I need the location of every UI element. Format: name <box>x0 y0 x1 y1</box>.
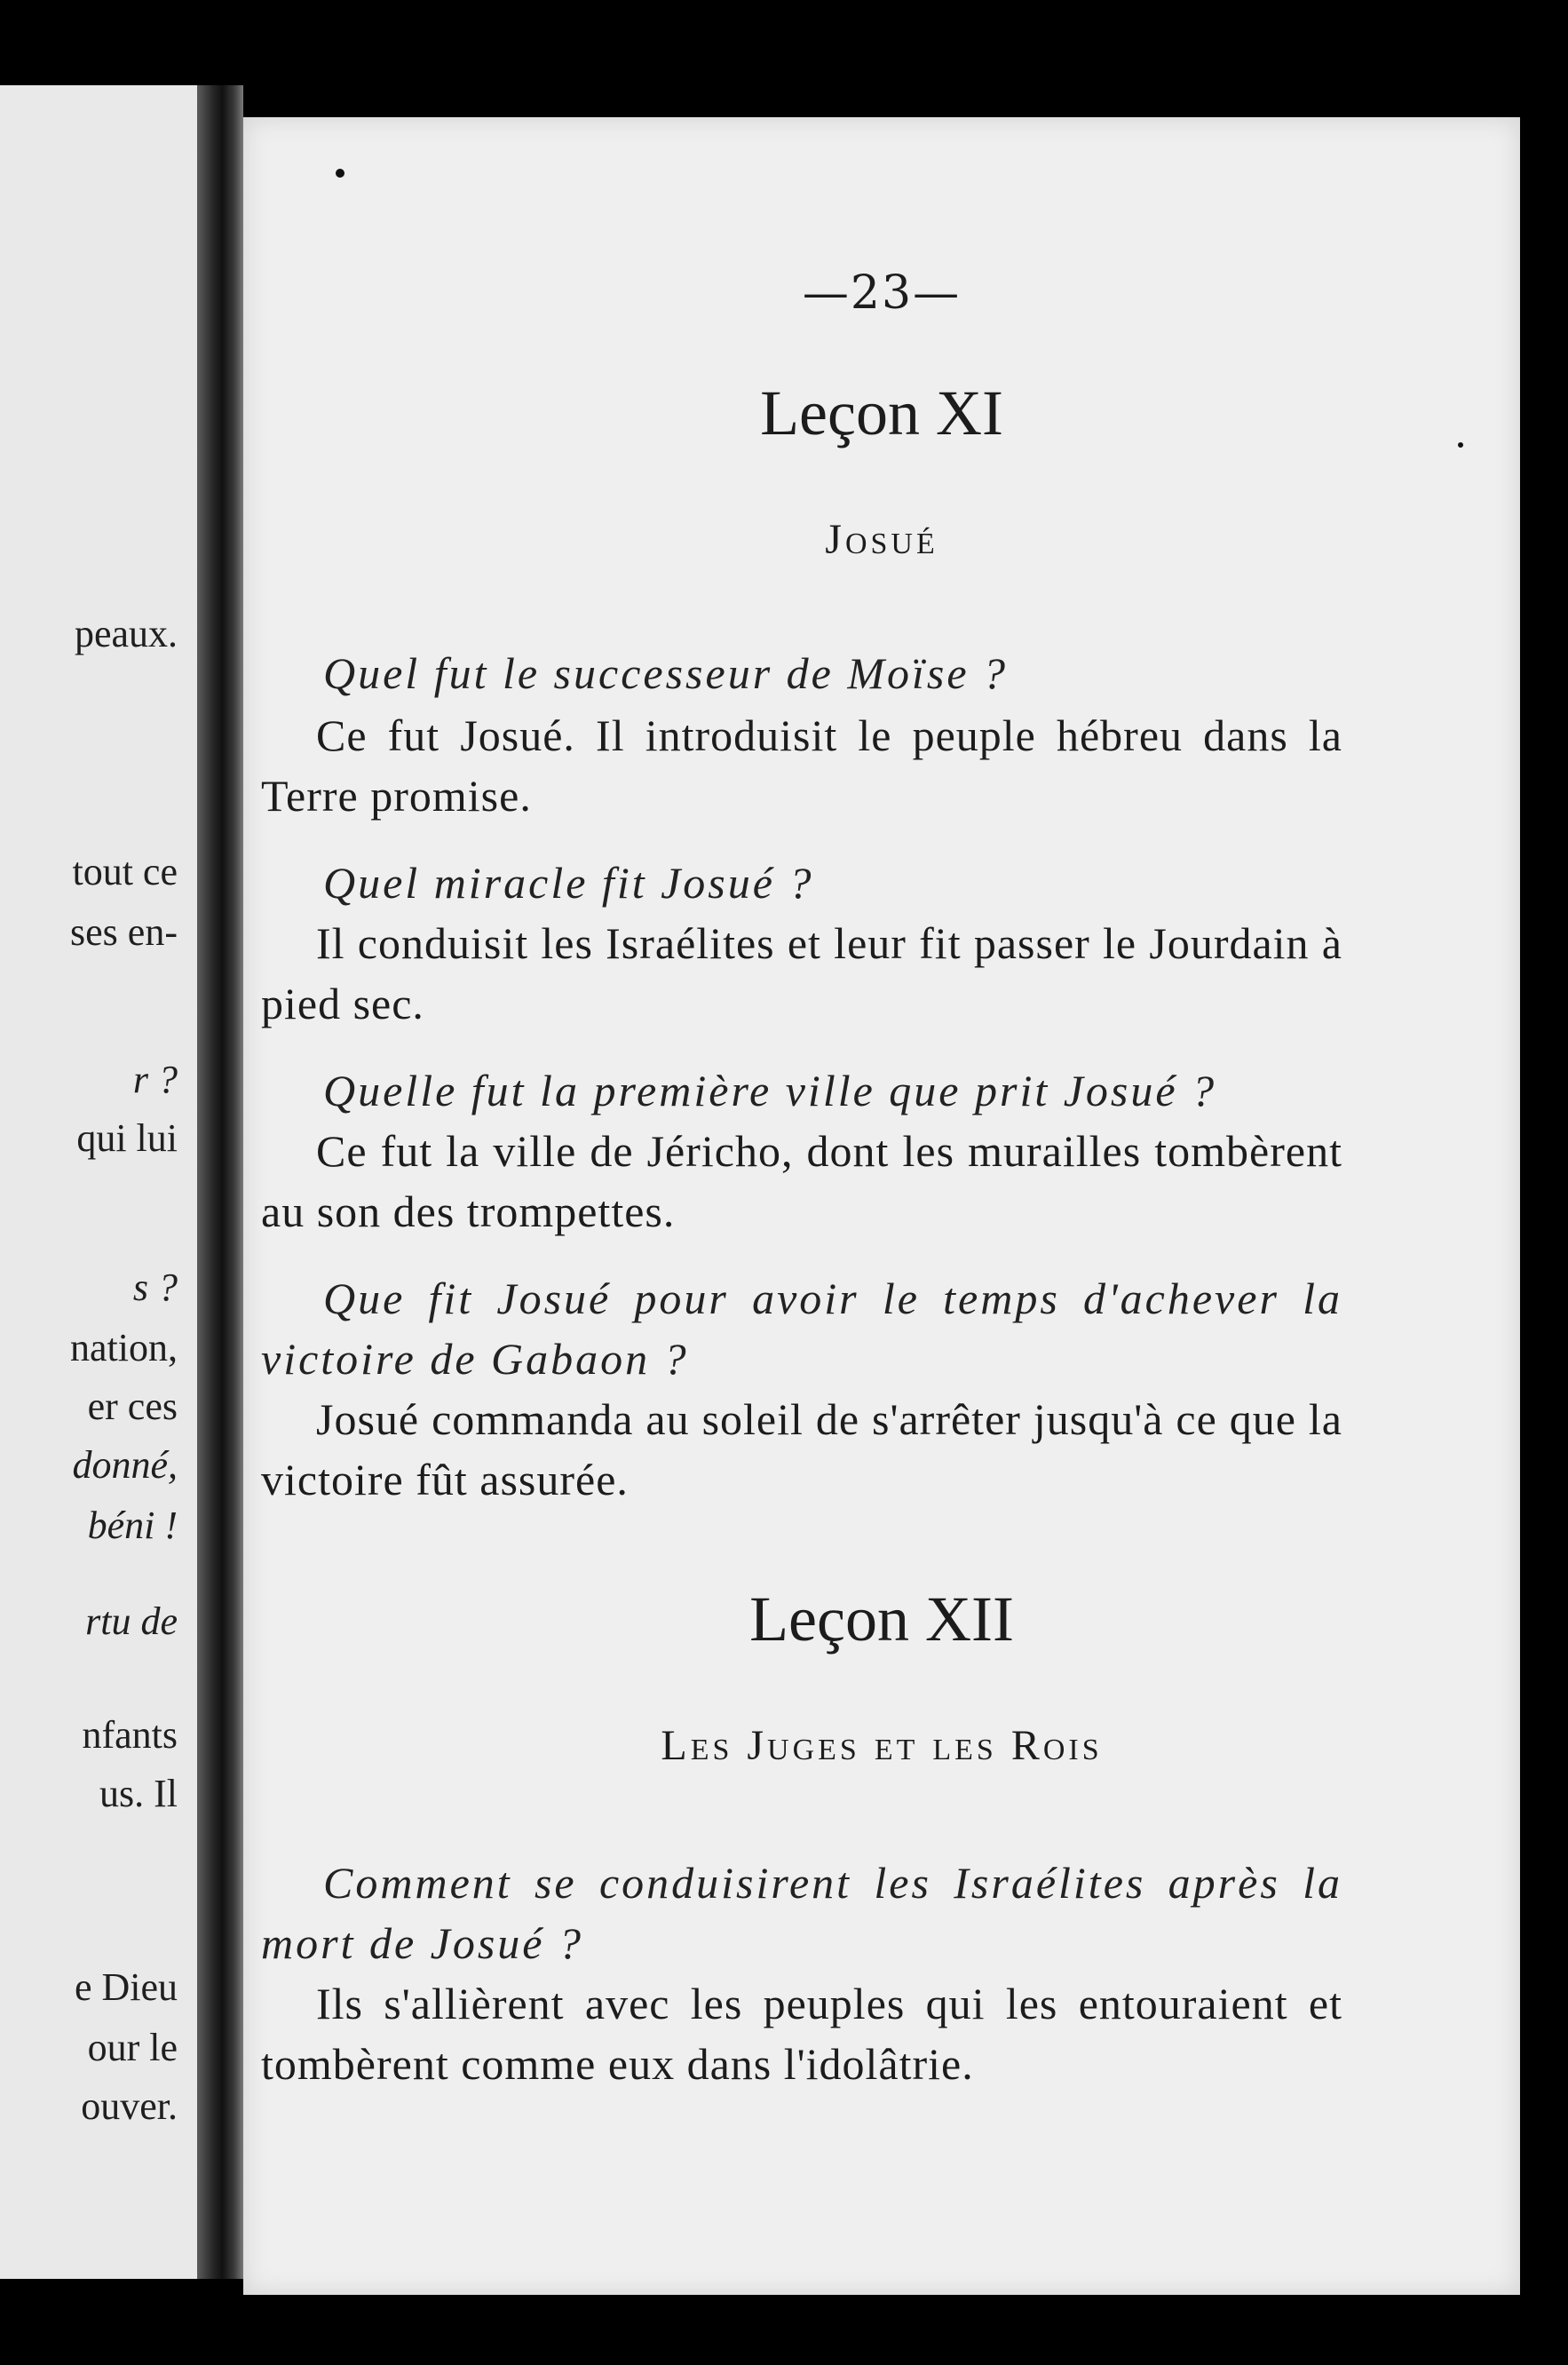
print-speck <box>336 169 344 178</box>
lesson-title: Leçon XII <box>749 1583 1014 1655</box>
page-number: —23— <box>802 266 962 320</box>
left-page-line: us. Il <box>99 1772 178 1815</box>
left-page-line: s ? <box>132 1266 178 1309</box>
question: Que fit Josué pour avoir le temps d'achever la victoire de Gabaon ? <box>261 1274 1342 1384</box>
lesson-title: Leçon XI <box>760 377 1003 448</box>
book-gutter <box>197 85 243 2279</box>
lesson-subject: Josué <box>825 516 938 563</box>
question: Quel miracle fit Josué ? <box>323 858 814 908</box>
question: Quelle fut la première ville que prit Josué ? <box>323 1066 1217 1115</box>
left-page-line: r ? <box>132 1058 178 1101</box>
question: Comment se conduisirent les Israélites après la mort de Josué ? <box>261 1858 1342 1968</box>
left-page-fragment <box>0 85 197 2279</box>
left-page-line: er ces <box>87 1385 178 1428</box>
left-page-line: nfants <box>82 1713 178 1757</box>
answer: Josué commanda au soleil de s'arrêter jusqu'à ce que la victoire fût assurée. <box>261 1394 1342 1504</box>
left-page-line: e Dieu <box>74 1965 178 2009</box>
right-page <box>243 117 1520 2295</box>
answer: Ce fut Josué. Il introduisit le peuple hébreu dans la Terre promise. <box>261 710 1342 821</box>
left-page-line: ouver. <box>81 2084 178 2128</box>
left-page-line: donné, <box>72 1443 178 1487</box>
left-page-line: nation, <box>70 1326 178 1369</box>
left-page-line: qui lui <box>76 1116 178 1160</box>
answer: Ce fut la ville de Jéricho, dont les murailles tombèrent au son des trompettes. <box>261 1126 1342 1236</box>
left-page-line: ses en- <box>70 910 178 954</box>
left-page-line: peaux. <box>74 612 178 655</box>
question: Quel fut le successeur de Moïse ? <box>323 648 1009 698</box>
lesson-subject: Les Juges et les Rois <box>661 1722 1103 1769</box>
left-page-line: béni ! <box>87 1504 178 1547</box>
left-page-line: rtu de <box>85 1599 178 1643</box>
answer: Il conduisit les Israélites et leur fit passer le Jourdain à pied sec. <box>261 918 1342 1028</box>
answer: Ils s'allièrent avec les peuples qui les entouraient et tombèrent comme eux dans l'idolâtrie. <box>261 1979 1342 2089</box>
left-page-line: our le <box>87 2026 178 2069</box>
left-page-line: tout ce <box>72 850 178 893</box>
